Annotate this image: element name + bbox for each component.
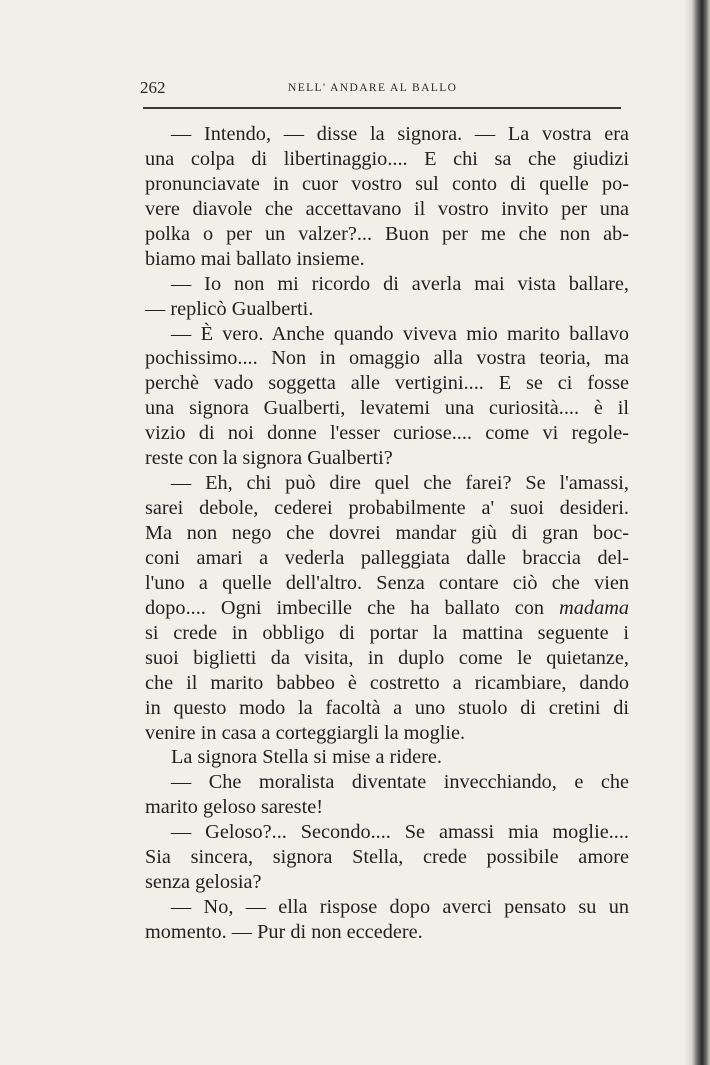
text-line: — No, — ella rispose dopo averci pensato su un	[171, 896, 629, 919]
text-line: una colpa di libertinaggio.... E chi sa che giudizi	[145, 147, 629, 170]
text-line: marito geloso sareste!	[145, 796, 323, 819]
book-spine-edge	[684, 0, 710, 1065]
text-line: pochissimo.... Non in omaggio alla vostra teoria, ma	[145, 347, 629, 370]
page-number: 262	[140, 78, 166, 97]
text-line: senza gelosia?	[145, 871, 262, 894]
text-line: suoi biglietti da visita, in duplo come le quietanze,	[145, 646, 629, 669]
text-line: che il marito babbeo è costretto a ricambiare, dando	[145, 671, 629, 694]
text-line: vere diavole che accettavano il vostro invito per una	[145, 197, 629, 220]
text-line: si crede in obbligo di portar la mattina seguente i	[145, 621, 629, 644]
text-line: reste con la signora Gualberti?	[145, 447, 393, 470]
text-line: vizio di noi donne l'esser curiose.... come vi regole-	[145, 422, 629, 445]
text-line: perchè vado soggetta alle vertigini.... E se ci fosse	[145, 372, 629, 395]
running-title: NELL' ANDARE AL BALLO	[288, 82, 458, 94]
text-segment: dopo.... Ogni imbecille che ha ballato con	[145, 596, 560, 619]
text-line: sarei debole, cederei probabilmente a' suoi desideri.	[145, 497, 629, 520]
text-line: — Geloso?... Secondo.... Se amassi mia moglie....	[171, 821, 629, 844]
text-line: — Intendo, — disse la signora. — La vostra era	[171, 123, 629, 145]
body-text	[145, 122, 629, 945]
text-line: una signora Gualberti, levatemi una curiosità.... è il	[145, 397, 629, 420]
text-line: l'uno a quelle dell'altro. Senza contare ciò che vien	[145, 571, 629, 594]
text-line: La signora Stella si mise a ridere.	[171, 746, 442, 769]
text-line: — Eh, chi può dire quel che farei? Se l'amassi,	[171, 472, 629, 495]
text-line: polka o per un valzer?... Buon per me che non ab-	[145, 222, 629, 245]
text-line: — Io non mi ricordo di averla mai vista ballare,	[171, 272, 629, 295]
text-line: Ma non nego che dovrei mandar giù di gran boc-	[145, 522, 629, 544]
text-line: venire in casa a corteggiargli la moglie.	[145, 721, 466, 744]
text-line: in questo modo la facoltà a uno stuolo di cretini di	[145, 696, 629, 719]
text-line: — È vero. Anche quando viveva mio marito ballavo	[171, 322, 629, 345]
text-line: momento. — Pur di non eccedere.	[145, 921, 423, 943]
header-rule	[143, 107, 621, 109]
italic-word: madama	[559, 596, 629, 619]
text-line: biamo mai ballato insieme.	[145, 247, 365, 270]
text-line-with-italic	[145, 596, 629, 621]
text-line: pronunciavate in cuor vostro sul conto di quelle po-	[145, 172, 629, 195]
text-line: coni amari a vederla palleggiata dalle braccia del-	[145, 546, 629, 569]
text-line: — Che moralista diventate invecchiando, e che	[171, 771, 629, 794]
text-line: Sia sincera, signora Stella, crede possibile amore	[145, 846, 629, 869]
page-header	[140, 78, 622, 98]
text-line: — replicò Gualberti.	[145, 297, 314, 320]
